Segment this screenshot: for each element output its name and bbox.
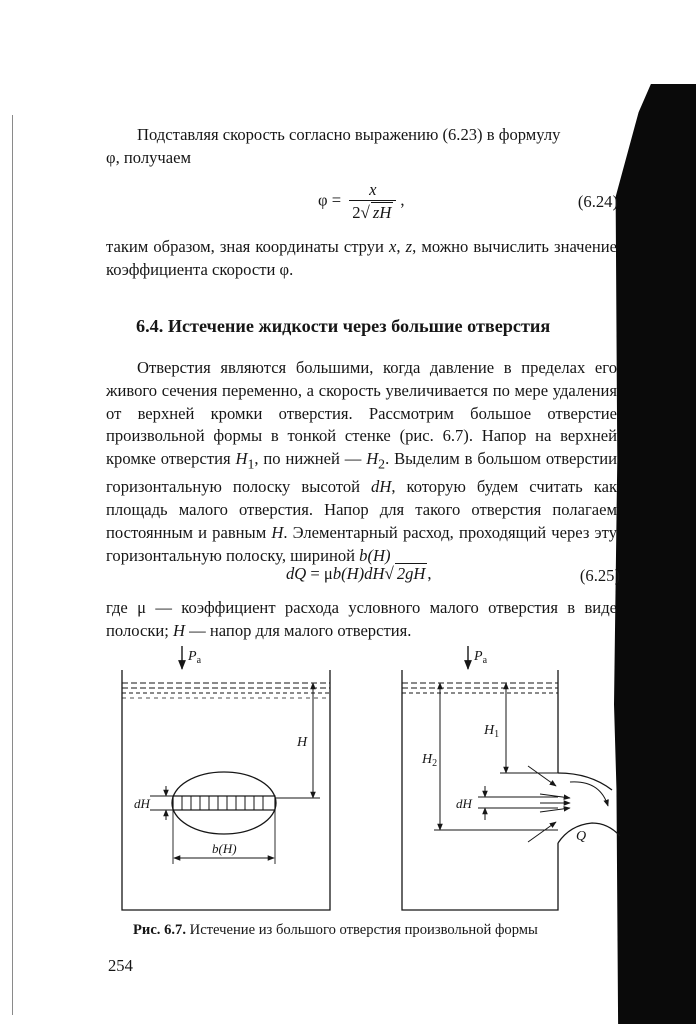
paragraph-substitution-line1: Подставляя скорость согласно выражению (6.23) в формулу [137, 125, 561, 144]
left-dh-label: dH [134, 796, 150, 811]
formula-6-25-radicand: 2gH [396, 564, 426, 583]
equation-number-6-25: (6.25) [579, 566, 620, 585]
left-h-label: H [297, 735, 308, 750]
left-tank-walls [122, 670, 330, 910]
left-opening-ellipse [172, 772, 276, 834]
figure-caption-text: Истечение из большого отверстия произвольной формы [186, 922, 538, 938]
paragraph-substitution-line2: φ, получаем [106, 147, 191, 167]
left-tank [122, 646, 330, 910]
var-z: z [405, 237, 413, 256]
figure-6-7 [100, 640, 620, 915]
formula-6-25-trail: , [427, 564, 432, 583]
right-q-label: Q [576, 829, 587, 844]
right-tank [402, 646, 620, 910]
paragraph-coordinates-sep: , [396, 237, 401, 256]
p4-text-1: где μ — коэффициент расхода условного малого отверстия в виде полоски; [106, 598, 617, 640]
scan-edge-line [12, 115, 13, 1015]
p3-h1-sub: 1 [247, 456, 255, 472]
figure-caption-label: Рис. 6.7. [133, 922, 186, 938]
formula-6-24 [318, 180, 405, 223]
right-dh-label: dH [456, 796, 472, 811]
p3-h2-sub: 2 [378, 456, 386, 472]
formula-6-24-lhs: φ = [318, 190, 342, 210]
right-h1-label: $H_1$ [484, 723, 500, 740]
left-pa-label: $P_a$ [188, 649, 202, 666]
paragraph-where-mu [106, 597, 617, 643]
paragraph-large-openings [106, 357, 617, 567]
right-h2-label: $H_2$ [422, 752, 438, 769]
p4-h: H [173, 620, 186, 640]
left-bh-label: b(H) [212, 841, 237, 856]
formula-6-24-trail: , [400, 190, 405, 210]
formula-6-25-eq: = μ [306, 564, 333, 583]
p3-text-3: . Выделим в большом отверстии горизонтальную полоску высотой [106, 449, 618, 497]
left-strip-hatch [182, 796, 263, 810]
formula-6-24-fraction [349, 180, 396, 223]
formula-6-25-lhs: dQ [286, 564, 307, 583]
figure-caption [133, 922, 538, 939]
formula-6-24-radicand: zH [372, 203, 392, 222]
formula-6-24-numerator: x [349, 180, 396, 201]
paragraph-substitution [106, 124, 617, 170]
p3-text-4: , которую будем считать как площадь малого отверстия. Напор для такого отверстия полагаем постоянным и равным [106, 477, 618, 542]
p3-h1: H [235, 449, 248, 469]
p3-dh: dH [371, 477, 392, 497]
p4-text-2: — напор для малого отверстия. [185, 620, 412, 640]
jet-upper-boundary [558, 773, 612, 790]
formula-6-25-bh: b(H)dH [332, 564, 385, 583]
var-x: x [389, 237, 397, 256]
formula-6-25: dQ = μb(H)dH√ 2gH , [286, 564, 432, 583]
jet-lower-boundary [558, 823, 620, 843]
p3-text-5: . Элементарный расход, проходящий через эту горизонтальную полоску, шириной [106, 522, 618, 565]
section-heading: 6.4. Истечение жидкости через большие отверстия [136, 316, 551, 336]
p3-text-2: , по нижней — [254, 449, 362, 469]
p3-bh: b(H) [359, 545, 391, 565]
right-tank-walls [402, 670, 558, 910]
scan-dark-margin [614, 84, 696, 1024]
equation-number-6-24: (6.24) [577, 192, 618, 211]
paragraph-coordinates-text-a: таким образом, зная координаты струи [106, 237, 384, 256]
page-number: 254 [108, 956, 133, 975]
right-pa-label: $P_a$ [474, 649, 488, 666]
formula-6-24-den-coef: 2 [352, 203, 361, 222]
p3-text-1: Отверстия являются большими, когда давление в пределах его живого сечения переменно, а скорость увеличивается по мере удаления от верхней кромки отверстия. Рассмотрим большое отверстие произвольной формы в тонкой стенке (рис. 6.7). Напор на верхней кромке отверстия [106, 358, 617, 469]
formula-6-24-denominator: 2√ zH [352, 203, 392, 222]
left-strip [173, 796, 275, 810]
paragraph-coordinates [106, 236, 617, 282]
p3-h: H [271, 522, 284, 542]
jet-flow-lines [528, 766, 570, 842]
p3-h2: H [366, 449, 379, 469]
paragraph-coordinates-text-b: , можно вычислить значение коэффициента скорости φ. [106, 237, 618, 279]
